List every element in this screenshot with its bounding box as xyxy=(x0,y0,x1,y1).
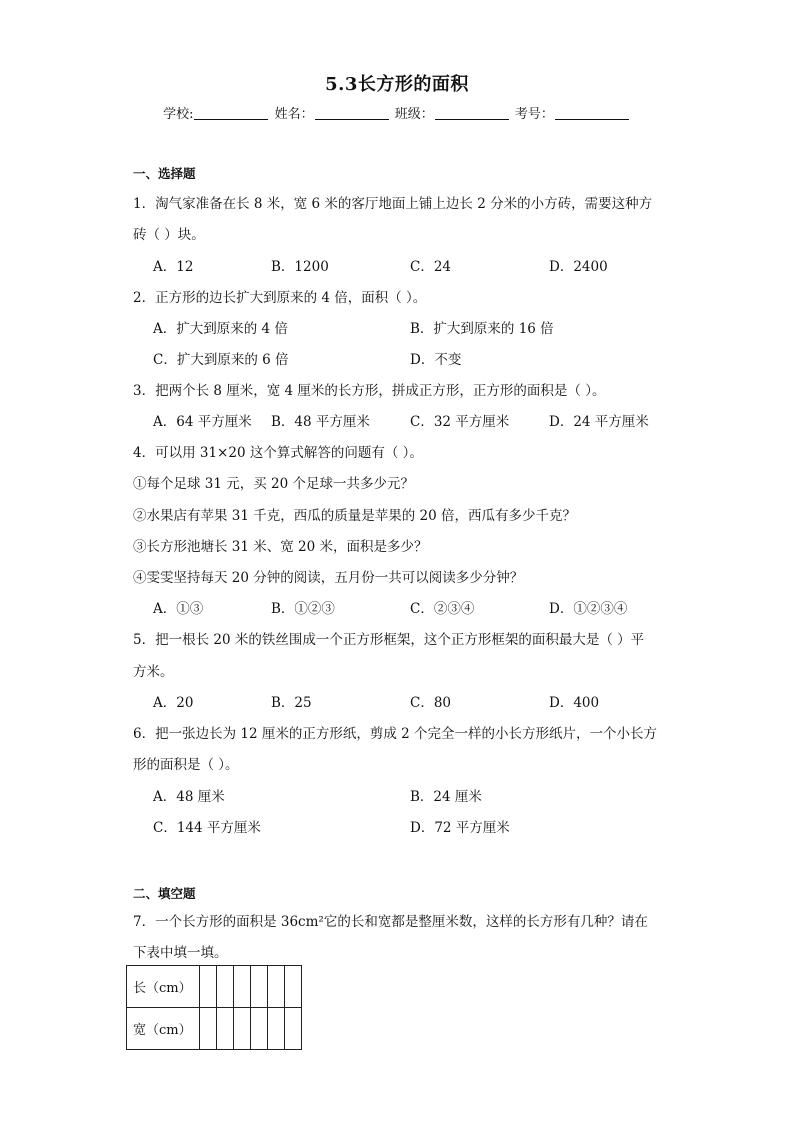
table-cell[interactable] xyxy=(200,966,217,1008)
class-blank[interactable] xyxy=(435,106,509,120)
q3-option-b[interactable]: B．48 平方厘米 xyxy=(271,414,370,430)
table-cell[interactable] xyxy=(268,1008,285,1050)
student-info-line xyxy=(0,103,794,122)
q1-text-line2: 砖（ ）块。 xyxy=(133,227,205,243)
q6-text-line2: 形的面积是（ ）。 xyxy=(133,757,239,773)
name-label: 姓名： xyxy=(274,107,314,122)
q1-option-c[interactable]: C．24 xyxy=(410,259,452,275)
q1-text-line1: 1．淘气家准备在长 8 米，宽 6 米的客厅地面上铺上边长 2 分米的小方砖，需要这种方 xyxy=(133,196,653,212)
q6-option-c[interactable]: C．144 平方厘米 xyxy=(153,820,261,836)
table-cell[interactable] xyxy=(217,966,234,1008)
table-cell[interactable] xyxy=(251,966,268,1008)
q7-text-line2: 下表中填一填。 xyxy=(133,945,228,961)
q2-option-a[interactable]: A．扩大到原来的 4 倍 xyxy=(153,321,288,337)
page-title: 5.3长方形的面积 xyxy=(325,74,469,95)
q4-item-2: ②水果店有苹果 31 千克，西瓜的质量是苹果的 20 倍，西瓜有多少千克？ xyxy=(133,508,577,524)
q4-item-4: ④雯雯坚持每天 20 分钟的阅读，五月份一共可以阅读多少分钟？ xyxy=(133,570,524,586)
q2-option-d[interactable]: D．不变 xyxy=(410,352,462,368)
table-cell[interactable] xyxy=(285,1008,302,1050)
q5-text-line2: 方米。 xyxy=(133,664,174,680)
q1-option-d[interactable]: D．2400 xyxy=(549,259,608,275)
q6-text-line1: 6．把一张边长为 12 厘米的正方形纸，剪成 2 个完全一样的小长方形纸片，一个小长方 xyxy=(133,726,658,742)
q2-option-b[interactable]: B．扩大到原来的 16 倍 xyxy=(410,321,554,337)
name-blank[interactable] xyxy=(315,106,389,120)
q4-item-3: ③长方形池塘长 31 米、宽 20 米，面积是多少？ xyxy=(133,539,428,555)
q4-option-d[interactable]: D．①②③④ xyxy=(549,601,628,617)
section-fill-heading: 二、填空题 xyxy=(133,886,196,901)
number-blank[interactable] xyxy=(555,106,629,120)
q3-option-d[interactable]: D．24 平方厘米 xyxy=(549,414,649,430)
q4-item-1: ①每个足球 31 元，买 20 个足球一共多少元？ xyxy=(133,476,415,492)
school-label: 学校: xyxy=(163,107,194,122)
class-label: 班级： xyxy=(394,107,434,122)
table-cell[interactable] xyxy=(234,1008,251,1050)
school-blank[interactable] xyxy=(194,106,268,120)
table-cell[interactable] xyxy=(268,966,285,1008)
q4-option-c[interactable]: C．②③④ xyxy=(410,601,475,617)
table-row-length xyxy=(127,966,302,1008)
q4-option-a[interactable]: A．①③ xyxy=(153,601,204,617)
q5-text-line1: 5．把一根长 20 米的铁丝围成一个正方形框架，这个正方形框架的面积最大是（ ）平 xyxy=(133,632,645,648)
q2-option-c[interactable]: C．扩大到原来的 6 倍 xyxy=(153,352,289,368)
q5-option-d[interactable]: D．400 xyxy=(549,695,600,711)
q1-option-b[interactable]: B．1200 xyxy=(271,259,329,275)
q7-text-line1: 7．一个长方形的面积是 36cm²它的长和宽都是整厘米数，这样的长方形有几种？请在 xyxy=(133,914,648,930)
number-label: 考号： xyxy=(514,107,554,122)
q4-text-line1: 4．可以用 31×20 这个算式解答的问题有（ ）。 xyxy=(133,445,423,461)
row-header-length: 长（cm） xyxy=(127,966,200,1008)
table-cell[interactable] xyxy=(285,966,302,1008)
q2-text-line1: 2．正方形的边长扩大到原来的 4 倍，面积（ ）。 xyxy=(133,290,427,306)
row-header-width: 宽（cm） xyxy=(127,1008,200,1050)
q7-answer-table xyxy=(126,965,302,1050)
q5-option-c[interactable]: C．80 xyxy=(410,695,452,711)
q3-option-c[interactable]: C．32 平方厘米 xyxy=(410,414,510,430)
q4-option-b[interactable]: B．①②③ xyxy=(271,601,335,617)
q6-option-a[interactable]: A．48 厘米 xyxy=(153,789,225,805)
table-cell[interactable] xyxy=(200,1008,217,1050)
q3-option-a[interactable]: A．64 平方厘米 xyxy=(153,414,252,430)
q6-option-d[interactable]: D．72 平方厘米 xyxy=(410,820,510,836)
table-cell[interactable] xyxy=(217,1008,234,1050)
q6-option-b[interactable]: B．24 厘米 xyxy=(410,789,482,805)
q3-text-line1: 3．把两个长 8 厘米，宽 4 厘米的长方形，拼成正方形，正方形的面积是（ ）。 xyxy=(133,383,606,399)
q5-option-b[interactable]: B．25 xyxy=(271,695,312,711)
q5-option-a[interactable]: A．20 xyxy=(153,695,194,711)
table-row-width xyxy=(127,1008,302,1050)
table-cell[interactable] xyxy=(251,1008,268,1050)
q1-option-a[interactable]: A．12 xyxy=(153,259,194,275)
table-cell[interactable] xyxy=(234,966,251,1008)
section-choice-heading: 一、选择题 xyxy=(133,166,196,181)
